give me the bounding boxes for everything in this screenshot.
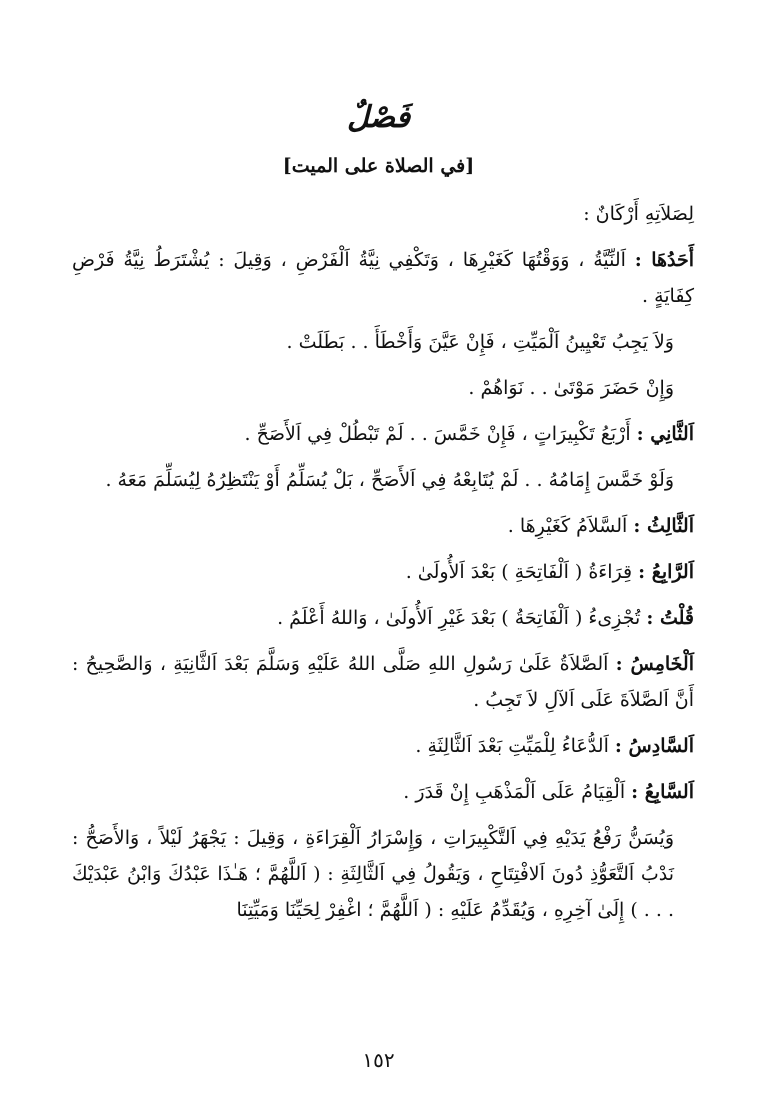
paragraph-fifth-pillar <box>72 646 694 718</box>
paragraph-text: اَلنِّيَّةُ ، وَوَقْتُهَا كَغَيْرِهَا ، وَتَكْفِي نِيَّةُ اَلْفَرْضِ ، وَقِيلَ : يُشْتَرَطُ نِيَّةُ فَرْضِ كِفَايَةٍ . <box>72 249 694 307</box>
paragraph-text: اَلسَّلاَمُ كَغَيْرِهَا . <box>507 515 628 537</box>
paragraph-sunan <box>72 820 694 928</box>
paragraph-text: اَلصَّلاَةُ عَلَىٰ رَسُولِ اللهِ صَلَّى اللهُ عَلَيْهِ وَسَلَّمَ بَعْدَ اَلثَّانِيَةِ ، وَالصَّحِيحُ : أَنَّ اَلصَّلاَةَ عَلَى اَلآلِ لاَ تَجِبُ . <box>72 653 694 711</box>
paragraph-label: اَلسَّادِسُ : <box>614 735 694 757</box>
page-number: ١٥٢ <box>362 1048 395 1072</box>
paragraph-text: وَيُسَنُّ رَفْعُ يَدَيْهِ فِي اَلتَّكْبِيرَاتِ ، وَإِسْرَارُ اَلْقِرَاءَةِ ، وَقِيلَ : يَجْهَرُ لَيْلاً ، وَالأَصَحُّ : نَدْبُ اَلتَّعَوُّذِ دُونَ اَلافْتِتَاحِ ، وَيَقُولُ فِي اَلثَّالِثَةِ : ( اَللَّهُمَّ ؛ هَـٰذَا عَبْدُكَ وَابْنُ عَبْدَيْكَ . . . ) إِلَىٰ آخِرِهِ ، وَيُقَدِّمُ عَلَيْهِ : ( اَللَّهُمَّ ؛ اغْفِرْ لِحَيِّنَا وَمَيِّتِنَا <box>72 827 674 921</box>
paragraph-text: لِصَلاَتِهِ أَرْكَانٌ : <box>583 203 694 225</box>
paragraph-text: وَإِنْ حَضَرَ مَوْتَىٰ . . نَوَاهُمْ . <box>468 377 674 399</box>
paragraph-third-pillar <box>72 508 694 544</box>
paragraph-label: اَلرَّابِعُ : <box>638 561 694 583</box>
paragraph-label: اَلْخَامِسُ : <box>615 653 694 675</box>
paragraph-label: قُلْتُ : <box>646 607 694 629</box>
paragraph-label: اَلسَّابِعُ : <box>631 781 694 803</box>
paragraph-intro <box>72 196 694 232</box>
paragraph-text: اَلدُّعَاءُ لِلْمَيِّتِ بَعْدَ اَلثَّالِثَةِ . <box>415 735 609 757</box>
paragraph-text: اَلْقِيَامُ عَلَى اَلْمَذْهَبِ إِنْ قَدَرَ . <box>403 781 626 803</box>
paragraph-label: اَلثَّالِثُ : <box>633 515 694 537</box>
paragraph-text: أَرْبَعُ تَكْبِيرَاتٍ ، فَإِنْ خَمَّسَ . . لَمْ تَبْطُلْ فِي اَلأَصَحِّ . <box>244 423 631 445</box>
paragraph-first-pillar <box>72 242 694 314</box>
paragraph-label: اَلثَّانِي : <box>636 423 694 445</box>
paragraph-label: أَحَدُهَا : <box>634 249 695 271</box>
section-subheading: [في الصلاة على الميت] <box>282 155 475 177</box>
paragraph-text: تُجْزِىءُ ( اَلْفَاتِحَةُ ) بَعْدَ غَيْرِ اَلأُولَىٰ ، وَاللهُ أَعْلَمُ . <box>277 607 641 629</box>
section-heading: فَصْلٌ <box>346 100 411 135</box>
paragraph-text: وَلاَ يَجِبُ تَعْيِينُ اَلْمَيِّتِ ، فَإِنْ عَيَّنَ وَأَخْطَأَ . . بَطَلَتْ . <box>286 331 674 353</box>
paragraph-second-pillar <box>72 416 694 452</box>
paragraph-sixth-pillar <box>72 728 694 764</box>
paragraph-imam-five <box>72 462 694 498</box>
paragraph-no-specification <box>72 324 694 360</box>
paragraph-multiple-dead <box>72 370 694 406</box>
main-text <box>72 196 694 928</box>
paragraph-qultu <box>72 600 694 636</box>
paragraph-seventh-pillar <box>72 774 694 810</box>
paragraph-text: وَلَوْ خَمَّسَ إِمَامُهُ . . لَمْ يُتَابِعْهُ فِي اَلأَصَحِّ ، بَلْ يُسَلِّمُ أَوْ يَنْتَظِرُهُ لِيُسَلِّمَ مَعَهُ . <box>105 469 674 491</box>
paragraph-text: قِرَاءَةُ ( اَلْفَاتِحَةِ ) بَعْدَ اَلأُولَىٰ . <box>405 561 633 583</box>
paragraph-fourth-pillar <box>72 554 694 590</box>
